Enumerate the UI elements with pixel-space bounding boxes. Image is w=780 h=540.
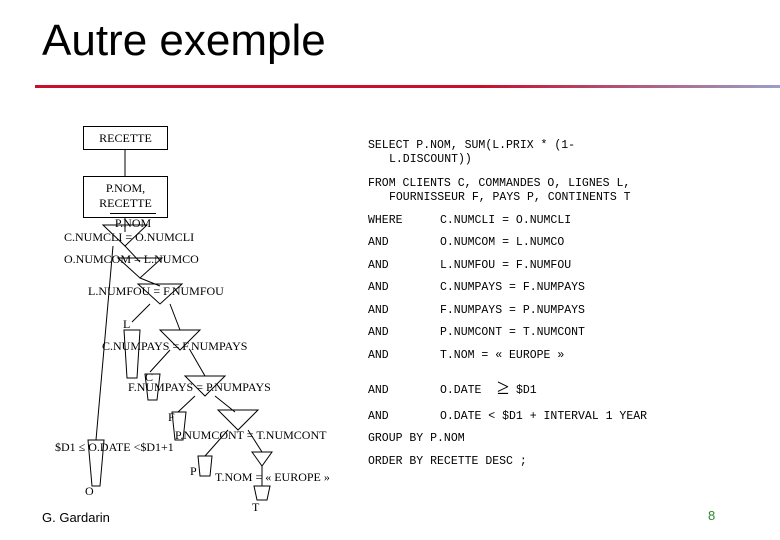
label-join-cli-com: C.NUMCLI = O.NUMCLI bbox=[64, 230, 195, 244]
page-number: 8 bbox=[708, 508, 716, 523]
sql-condition: F.NUMPAYS = P.NUMPAYS bbox=[440, 304, 585, 317]
select-T-symbol bbox=[252, 452, 272, 466]
sql-and-keyword: AND bbox=[368, 259, 389, 272]
label-rel-O: O bbox=[85, 484, 94, 498]
sql-date-cond-right: $D1 bbox=[516, 384, 537, 397]
sql-and-keyword: AND bbox=[368, 349, 389, 362]
sql-and-keyword: AND bbox=[368, 326, 389, 339]
sql-and-keyword: AND bbox=[368, 384, 389, 397]
sql-where-condition: C.NUMCLI = O.NUMCLI bbox=[440, 214, 572, 227]
sql-from-line-2: FOURNISSEUR F, PAYS P, CONTINENTS T bbox=[389, 191, 631, 204]
sql-and-keyword: AND bbox=[368, 304, 389, 317]
edge-to-L bbox=[132, 304, 150, 322]
label-join-fou: L.NUMFOU = F.NUMFOU bbox=[88, 284, 224, 298]
scan-L-symbol bbox=[124, 330, 140, 378]
result-box: RECETTE bbox=[83, 126, 168, 150]
join-symbol-6 bbox=[218, 410, 258, 430]
label-date-filter: $D1 ≤ O.DATE <$D1+1 bbox=[55, 440, 174, 454]
edge-to-join4 bbox=[170, 304, 180, 330]
sql-date-cond-left: O.DATE bbox=[440, 384, 482, 397]
label-join-cont: P.NUMCONT = T.NUMCONT bbox=[175, 428, 327, 442]
label-rel-F: F bbox=[168, 410, 175, 424]
label-join-cpays: C.NUMPAYS = F.NUMPAYS bbox=[102, 339, 248, 353]
label-rel-T: T bbox=[252, 500, 260, 514]
sql-condition: C.NUMPAYS = F.NUMPAYS bbox=[440, 281, 585, 294]
sql-condition: L.NUMFOU = F.NUMFOU bbox=[440, 259, 572, 272]
label-rel-L: L bbox=[123, 317, 131, 331]
label-join-fpays: F.NUMPAYS = P.NUMPAYS bbox=[128, 380, 271, 394]
sql-condition: T.NOM = « EUROPE » bbox=[440, 349, 565, 362]
label-join-com-lig: O.NUMCOM = L.NUMCO bbox=[64, 252, 199, 266]
sql-date-cond-symbol: ≥ bbox=[497, 374, 510, 399]
edge-to-F bbox=[178, 396, 195, 412]
sql-select-line-2: L.DISCOUNT)) bbox=[389, 153, 472, 166]
sql-select-line-1: SELECT P.NOM, SUM(L.PRIX * (1- bbox=[368, 139, 576, 152]
group-box bbox=[83, 176, 168, 230]
sql-and-keyword: AND bbox=[368, 281, 389, 294]
label-nom-filter: T.NOM = « EUROPE » bbox=[215, 470, 330, 484]
sql-date-cond-2: O.DATE < $D1 + INTERVAL 1 YEAR bbox=[440, 410, 648, 423]
scan-P-symbol bbox=[198, 456, 212, 476]
sql-from-line-1: FROM CLIENTS C, COMMANDES O, LIGNES L, bbox=[368, 177, 631, 190]
sql-where-keyword: WHERE bbox=[368, 214, 403, 227]
sql-order-by: ORDER BY RECETTE DESC ; bbox=[368, 455, 527, 468]
group-key-label: P.NOM bbox=[110, 213, 156, 231]
footer-author: G. Gardarin bbox=[42, 510, 110, 525]
slide-title: Autre exemple bbox=[42, 16, 326, 65]
scan-T-symbol bbox=[254, 486, 270, 500]
label-rel-P: P bbox=[190, 464, 197, 478]
label-rel-C: C bbox=[145, 370, 154, 384]
sql-and-keyword: AND bbox=[368, 410, 389, 423]
sql-condition: O.NUMCOM = L.NUMCO bbox=[440, 236, 565, 249]
sql-condition: P.NUMCONT = T.NUMCONT bbox=[440, 326, 585, 339]
sql-and-keyword: AND bbox=[368, 236, 389, 249]
group-box-label: P.NOM, RECETTE bbox=[99, 181, 152, 210]
sql-group-by: GROUP BY P.NOM bbox=[368, 432, 465, 445]
